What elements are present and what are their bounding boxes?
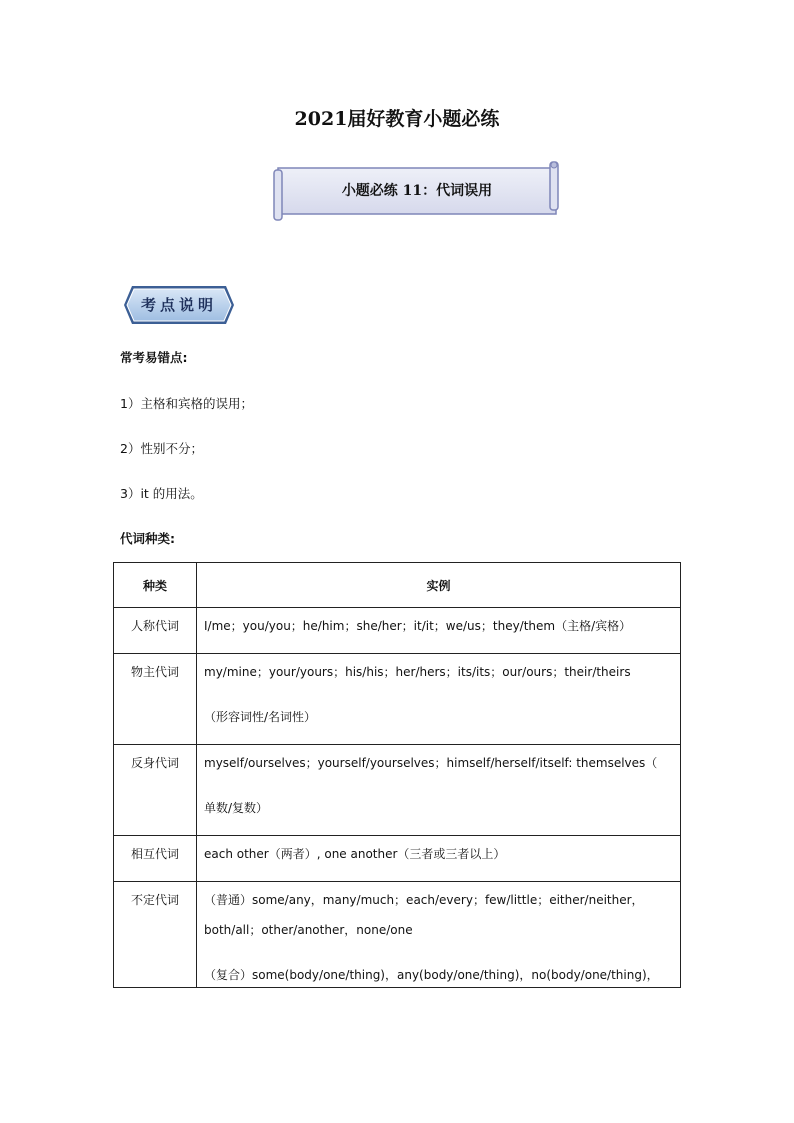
table-row	[114, 836, 681, 882]
type-label: 物主代词	[130, 665, 179, 679]
type-cell	[114, 745, 197, 836]
section-badge	[122, 284, 236, 326]
type-label: 不定代词	[130, 893, 179, 907]
table-row	[114, 654, 681, 745]
table-row	[114, 745, 681, 836]
error-item: 3）it 的用法。	[120, 486, 203, 501]
error-item: 1）主格和宾格的误用；	[120, 396, 253, 411]
error-item: 2）性别不分；	[120, 441, 203, 456]
example-cell	[197, 608, 681, 654]
example-line: （形容词性/名词性）	[204, 710, 317, 724]
section-banner	[272, 160, 562, 224]
banner-text: 小题必练 11：代词误用	[341, 183, 493, 199]
example-line: each other（两者）, one another（三者或三者以上）	[204, 847, 506, 861]
page-title: 2021届好教育小题必练	[294, 108, 500, 130]
type-label: 人称代词	[130, 619, 179, 633]
errors-heading: 常考易错点:	[120, 350, 188, 365]
type-cell	[114, 608, 197, 654]
pronoun-table	[113, 562, 681, 988]
example-cell	[197, 836, 681, 882]
type-label: 相互代词	[130, 847, 179, 861]
table-header-row	[114, 563, 681, 608]
example-line: （复合）some(body/one/thing)，any(body/one/thing)，no(body/one/thing)，	[204, 968, 659, 982]
type-label: 反身代词	[130, 756, 179, 770]
example-line: （普通）some/any，many/much；each/every；few/little；either/neither，	[204, 893, 644, 907]
type-cell	[114, 836, 197, 882]
example-cell	[197, 882, 681, 988]
example-line: I/me；you/you；he/him；she/her；it/it；we/us；they/them（主格/宾格）	[204, 619, 632, 633]
example-line: 单数/复数）	[204, 801, 269, 815]
example-line: my/mine；your/yours；his/his；her/hers；its/its；our/ours；their/theirs	[204, 665, 631, 679]
table-row	[114, 608, 681, 654]
table-row	[114, 882, 681, 988]
header-cell: 种类	[114, 563, 197, 608]
example-cell	[197, 654, 681, 745]
type-cell	[114, 654, 197, 745]
example-line: both/all；other/another，none/one	[204, 923, 413, 937]
example-line: myself/ourselves；yourself/yourselves；himself/herself/itself: themselves（	[204, 756, 658, 770]
header-cell: 实例	[197, 563, 681, 608]
type-cell	[114, 882, 197, 988]
example-cell	[197, 745, 681, 836]
types-heading: 代词种类:	[120, 531, 175, 546]
badge-text: 考点说明	[140, 296, 217, 314]
